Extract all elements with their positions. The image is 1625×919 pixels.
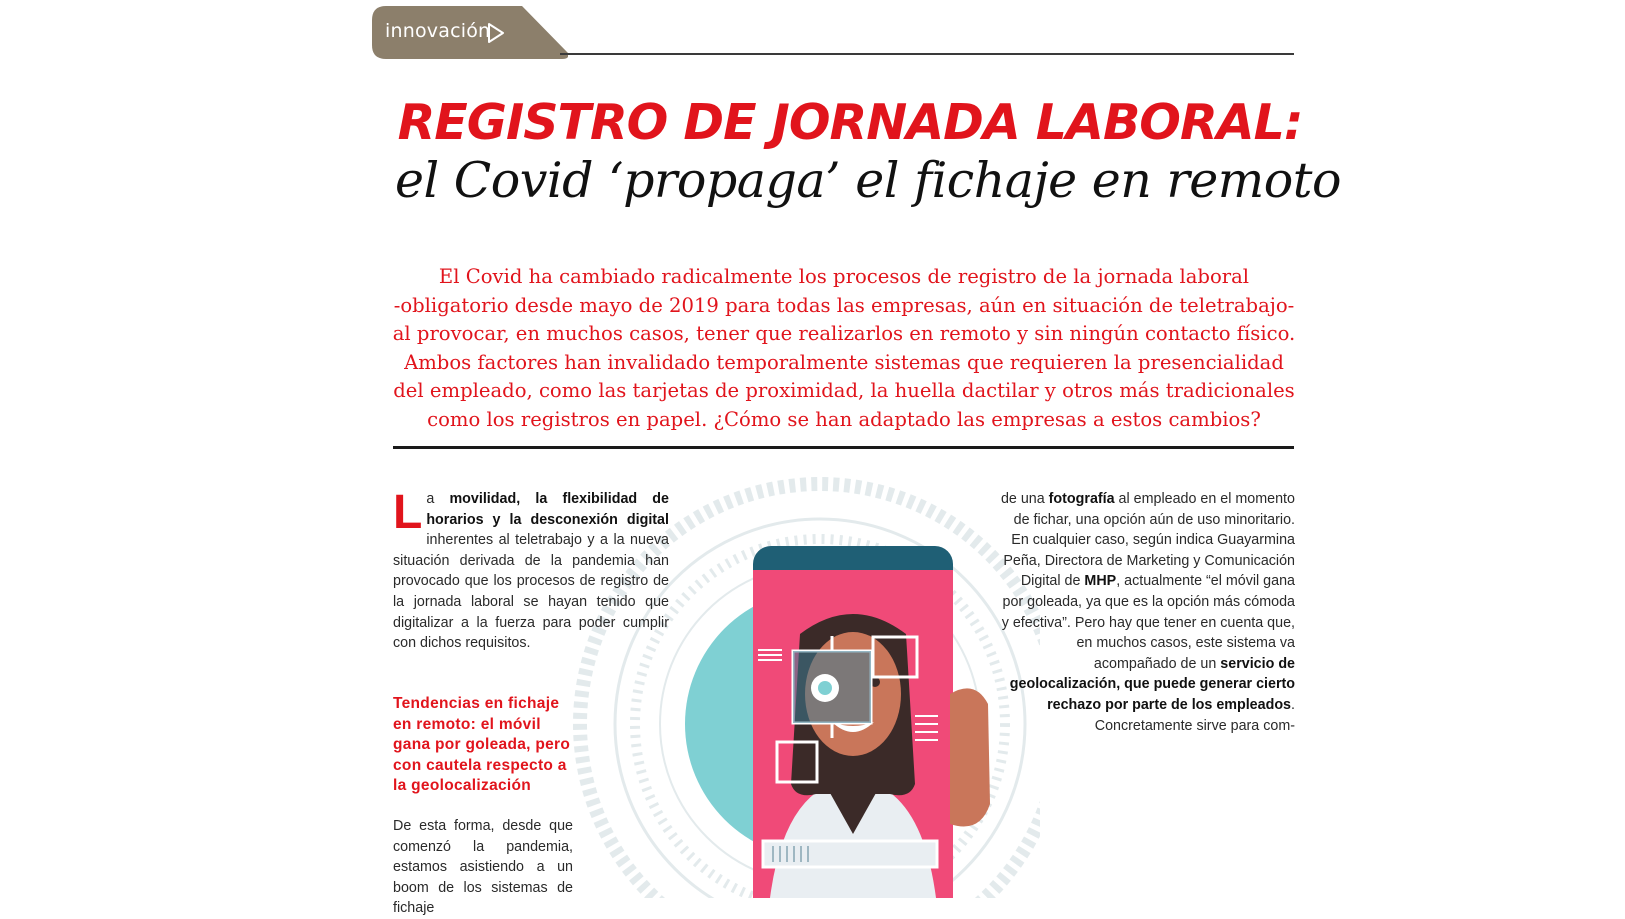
subheading: Tendencias en fichaje en remoto: el móvil gana por goleada, pero con cautela respecto a la geolocalización [393,695,571,795]
intro-paragraph [393,486,669,654]
intro-bold: movilidad, la flexibilidad de horarios y la desconexión digital [426,491,669,528]
text: de una [1000,491,1049,507]
left-column-paragraph-2: De esta forma, desde que comenzó la pandemia, estamos asistiendo a un boom de los sistemas de fichaje [393,818,573,917]
bold-text: servicio de geolocalización, que puede generar cierto rechazo por parte de los empleados [1009,655,1295,713]
company-name: MHP [1084,573,1117,590]
right-paragraph-2 [1000,530,1295,736]
lead-line: -obligatorio desde mayo de 2019 para todas las empresas, aún en situación de teletrabajo- [393,293,1295,317]
lead-line: del empleado, como las tarjetas de proximidad, la huella dactilar y otros más tradicionales [393,379,1295,403]
text: En cualquier caso, según indica Guayarmina Peña, Directora de Marketing y Comunicación Digital de [1003,532,1295,590]
intro-text: a [426,491,450,507]
text: al empleado en el momento de fichar, una opción aún de uso minoritario. [1013,491,1295,528]
subheadline: el Covid ‘propaga’ el fichaje en remoto [395,152,1341,209]
right-paragraph-1 [1000,489,1295,530]
left-column [393,486,669,654]
text: , actualmente “el móvil gana por goleada, ya que es la opción más cómoda y efectiva”. Pero hay que tener en cuenta que, en muchos casos, este sistema va acompañado de un [1001,573,1295,672]
right-column [1000,489,1295,736]
lead-line: como los registros en papel. ¿Cómo se han adaptado las empresas a estos cambios? [427,407,1261,431]
play-arrow-icon [487,23,505,43]
dropcap: L [393,486,423,539]
lead-rule [393,446,1294,449]
header-rule [560,53,1294,55]
lead-line: Ambos factores han invalidado temporalmente sistemas que requieren la presencialidad [404,350,1284,374]
bold-text: fotografía [1048,491,1115,507]
text: . Concretamente sirve para com- [1094,696,1295,734]
section-label: innovación [385,20,491,42]
lead-paragraph [392,263,1296,435]
lead-line: al provocar, en muchos casos, tener que realizarlos en remoto y sin ningún contacto físico. [392,322,1296,346]
headline: REGISTRO DE JORNADA LABORAL: [397,94,1303,151]
lead-line: El Covid ha cambiado radicalmente los procesos de registro de la jornada laboral [438,265,1250,288]
intro-text-rest: inherentes al teletrabajo y a la nueva situación derivada de la pandemia han provocado que los procesos de registro de la jornada laboral se hayan tenido que digitalizar a la fuerza para poder cumplir con dichos requisitos. [393,532,669,652]
